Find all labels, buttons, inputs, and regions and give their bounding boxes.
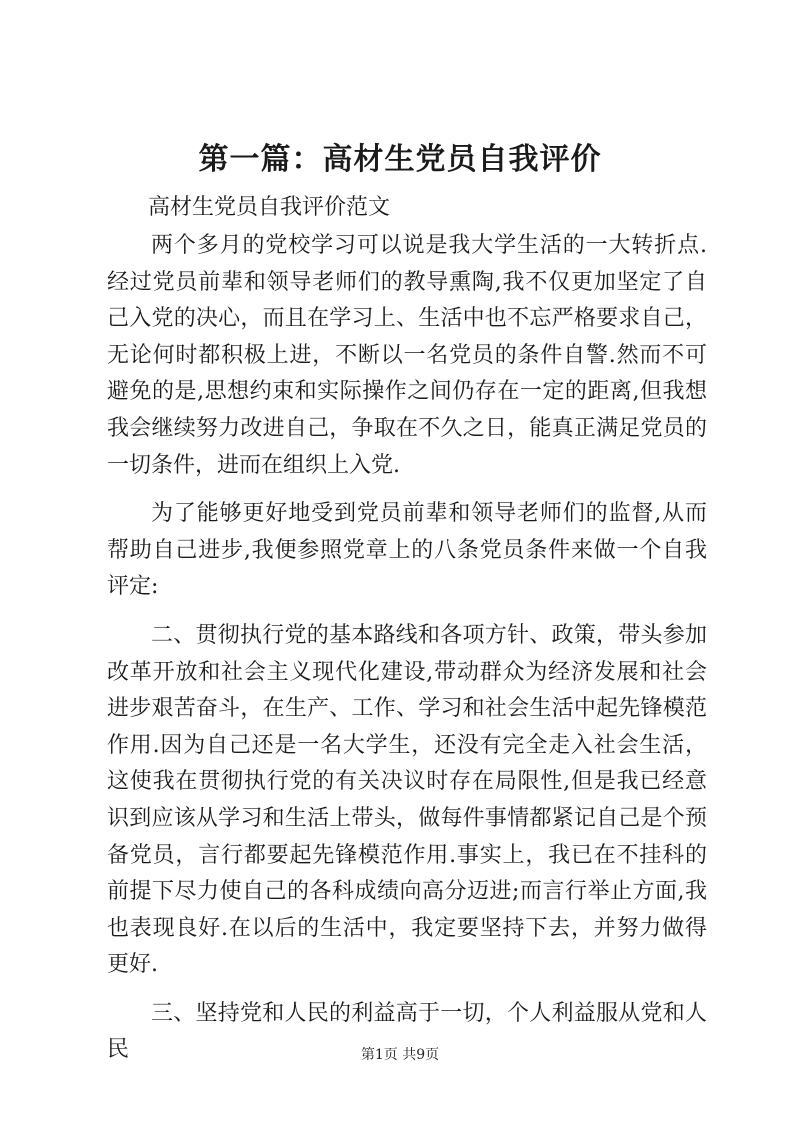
paragraph: 两个多月的党校学习可以说是我大学生活的一大转折点.经过党员前辈和领导老师们的教导熏陶,我不仅更加坚定了自己入党的决心，而且在学习上、生活中也不忘严格要求自己，无论何时都积极上进，不断以一名党员的条件自警.然而不可避免的是,思想约束和实际操作之间仍存在一定的距离,但我想我会继续努力改进自己，争取在不久之日，能真正满足党员的一切条件，进而在组织上入党. (107, 233, 707, 478)
document-subtitle: 高材生党员自我评价范文 (148, 195, 391, 220)
paragraph: 为了能够更好地受到党员前辈和领导老师们的监督,从而帮助自己进步,我便参照党章上的八条党员条件来做一个自我评定: (107, 501, 707, 600)
page-footer: 第1页 共9页 (360, 1047, 440, 1063)
document-body (107, 228, 707, 1081)
document-title: 第一篇：高材生党员自我评价 (198, 142, 602, 177)
paragraph: 三、坚持党和人民的利益高于一切，个人利益服从党和人民 (107, 1000, 707, 1063)
paragraph: 二、贯彻执行党的基本路线和各项方针、政策，带头参加改革开放和社会主义现代化建设,带动群众为经济发展和社会进步艰苦奋斗，在生产、工作、学习和社会生活中起先锋模范作用.因为自己还是一名大学生，还没有完全走入社会生活，这使我在贯彻执行党的有关决议时存在局限性,但是我已经意识到应该从学习和生活上带头，做每件事情都紧记自己是个预备党员，言行都要起先锋模范作用.事实上，我已在不挂科的前提下尽力使自己的各科成绩向高分迈进;而言行举止方面,我也表现良好.在以后的生活中，我定要坚持下去，并努力做得更好. (107, 622, 707, 978)
